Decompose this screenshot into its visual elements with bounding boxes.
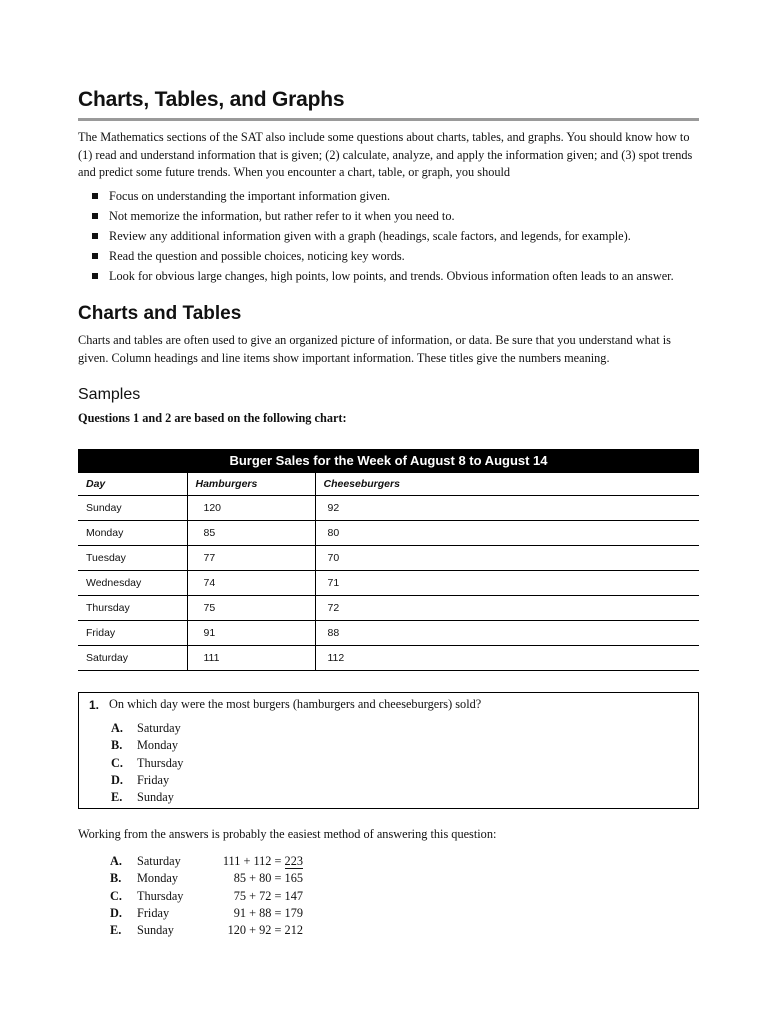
table-cell: 75 xyxy=(187,596,315,621)
table-cell: 91 xyxy=(187,621,315,646)
choice-letter: C. xyxy=(111,755,123,770)
list-item: Not memorize the information, but rather refer to it when you need to. xyxy=(92,206,702,226)
table-cell: Thursday xyxy=(78,596,187,621)
list-item: Look for obvious large changes, high points, low points, and trends. Obvious information often leads to an answer. xyxy=(92,266,702,286)
table-cell: 92 xyxy=(315,496,699,521)
question-text: On which day were the most burgers (hamburgers and cheeseburgers) sold? xyxy=(109,697,482,711)
intro-paragraph: The Mathematics sections of the SAT also include some questions about charts, tables, and graphs. You should know how to (1) read and understand information that is given; (2) calculate, analyze, and apply the information given; and (3) spot trends and predict some future trends. When you encounter a chart, table, or graph, you should xyxy=(78,130,693,179)
list-item: Review any additional information given with a graph (headings, scale factors, and legends, for example). xyxy=(92,226,702,246)
table-row xyxy=(78,546,699,571)
table-cell: 72 xyxy=(315,596,699,621)
table-cell: 120 xyxy=(187,496,315,521)
table-cell: Friday xyxy=(78,621,187,646)
choice-text: Thursday xyxy=(137,755,184,770)
table-row xyxy=(78,596,699,621)
choice-letter: D. xyxy=(111,772,123,787)
table-cell: 88 xyxy=(315,621,699,646)
samples-lead: Questions 1 and 2 are based on the following chart: xyxy=(78,411,347,425)
table-cell: 74 xyxy=(187,571,315,596)
table-row xyxy=(78,621,699,646)
choice-letter: B. xyxy=(111,738,123,753)
section-paragraph: Charts and tables are often used to give an organized picture of information, or data. Be sure that you understand what is given. Column headings and line items show important information. These titles give the numbers meaning. xyxy=(78,333,671,365)
choice-text: Saturday xyxy=(137,721,181,735)
working-row: A. Saturday 111 + 112 = 223 xyxy=(110,854,303,868)
title-rule xyxy=(78,118,699,121)
working-row: C. Thursday 75 + 72 = 147 xyxy=(110,888,303,903)
table-row xyxy=(78,496,699,521)
table-header-row xyxy=(78,473,699,496)
square-bullet-icon xyxy=(92,273,98,279)
square-bullet-icon xyxy=(92,233,98,239)
working-list xyxy=(110,853,303,939)
answer-choice xyxy=(111,789,183,806)
column-header: Hamburgers xyxy=(187,473,315,496)
working-row: E. Sunday 120 + 92 = 212 xyxy=(110,923,303,938)
table-cell: Tuesday xyxy=(78,546,187,571)
choice-letter: A. xyxy=(111,721,123,735)
table-row xyxy=(78,646,699,671)
table-cell: 112 xyxy=(315,646,699,671)
table-cell: 71 xyxy=(315,571,699,596)
column-header: Cheeseburgers xyxy=(315,473,699,496)
choice-text: Friday xyxy=(137,772,170,787)
table-cell: 70 xyxy=(315,546,699,571)
square-bullet-icon xyxy=(92,193,98,199)
question-box xyxy=(78,692,699,809)
answer-choice xyxy=(111,737,183,754)
table-row xyxy=(78,571,699,596)
table-cell: Wednesday xyxy=(78,571,187,596)
answer-choice xyxy=(111,720,183,737)
table-cell: Monday xyxy=(78,521,187,546)
choice-text: Sunday xyxy=(137,790,174,805)
table-cell: 77 xyxy=(187,546,315,571)
answer-choices xyxy=(111,720,183,806)
working-row: D. Friday 91 + 88 = 179 xyxy=(110,905,303,920)
choice-text: Monday xyxy=(137,738,178,753)
question-number: 1. xyxy=(89,698,100,712)
choice-letter: E. xyxy=(111,790,123,805)
column-header: Day xyxy=(78,473,187,496)
table-cell: 85 xyxy=(187,521,315,546)
section-heading: Charts and Tables xyxy=(78,303,242,324)
page-title: Charts, Tables, and Graphs xyxy=(78,88,345,111)
tips-list xyxy=(92,186,702,286)
table-cell: Sunday xyxy=(78,496,187,521)
highlighted-result: 223 xyxy=(284,854,303,868)
answer-choice xyxy=(111,772,183,789)
list-item: Read the question and possible choices, noticing key words. xyxy=(92,246,702,266)
table-cell: Saturday xyxy=(78,646,187,671)
list-item: Focus on understanding the important information given. xyxy=(92,186,702,206)
samples-heading: Samples xyxy=(78,386,141,403)
answer-choice xyxy=(111,755,183,772)
square-bullet-icon xyxy=(92,253,98,259)
table-cell: 80 xyxy=(315,521,699,546)
working-intro: Working from the answers is probably the easiest method of answering this question: xyxy=(78,827,497,841)
data-table xyxy=(78,473,699,671)
square-bullet-icon xyxy=(92,213,98,219)
table-cell: 111 xyxy=(187,646,315,671)
working-row: B. Monday 85 + 80 = 165 xyxy=(110,871,303,886)
table-row xyxy=(78,521,699,546)
burger-sales-table xyxy=(78,449,699,671)
table-title: Burger Sales for the Week of August 8 to August 14 xyxy=(78,449,699,473)
